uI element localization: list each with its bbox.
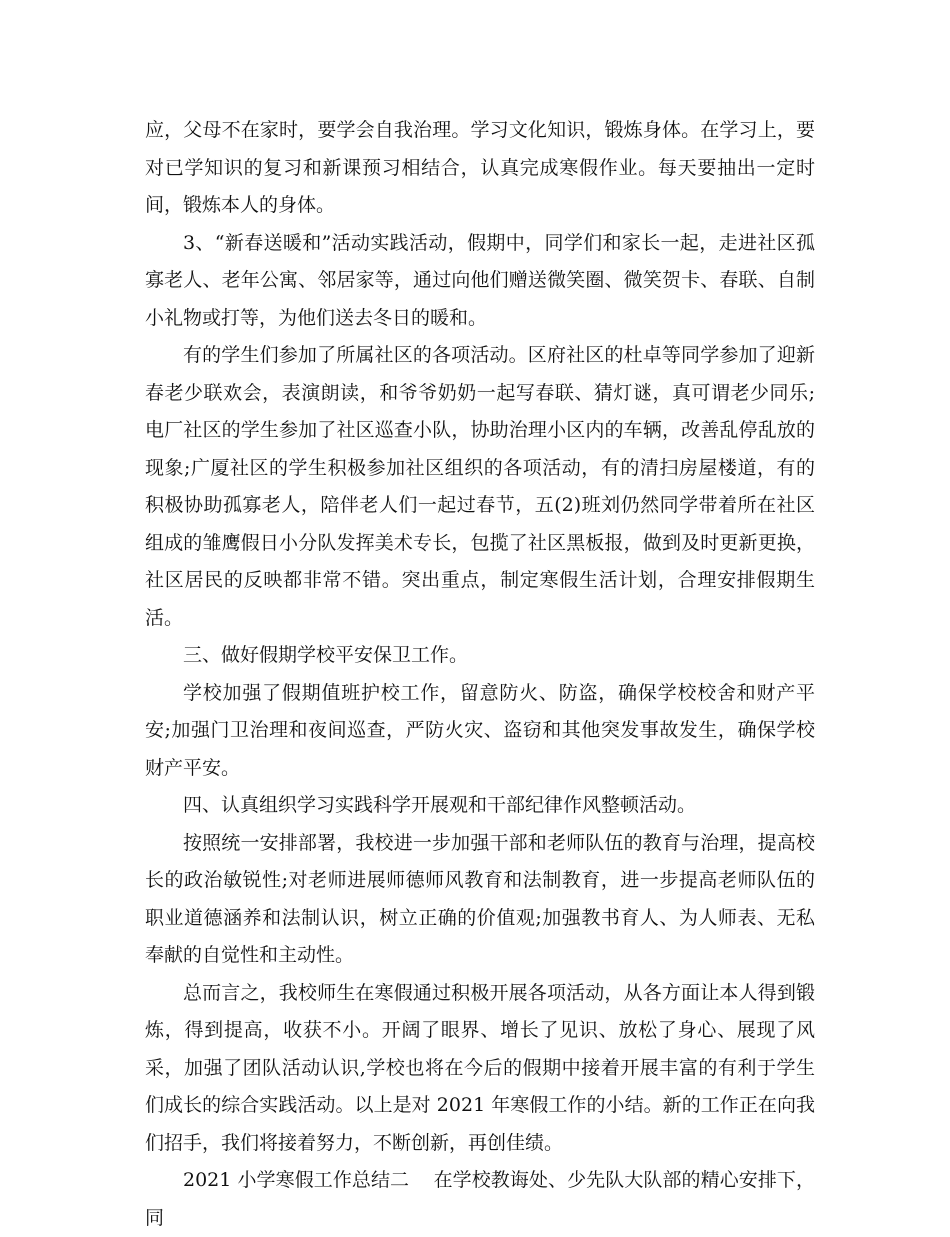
paragraph-safety: 学校加强了假期值班护校工作，留意防火、防盗，确保学校校舍和财产平安;加强门卫治理和夜间巡查，严防火灾、盗窃和其他突发事故发生，确保学校财产平安。: [145, 681, 815, 779]
paragraph-summary-two-start: 2021 小学寒假工作总结二 在学校教诲处、少先队大队部的精心安排下，同: [145, 1169, 815, 1229]
paragraph-study: 按照统一安排部署，我校进一步加强干部和老师队伍的教育与治理，提高校长的政治敏锐性;对老师进展师德师风教育和法制教育，进一步提高老师队伍的职业道德涵养和法制认识，树立正确的价值观;加强教书育人、为人师表、无私奉献的自觉性和主动性。: [145, 831, 815, 966]
paragraph-continuation: 应，父母不在家时，要学会自我治理。学习文化知识，锻炼身体。在学习上，要对已学知识的复习和新课预习相结合，认真完成寒假作业。每天要抽出一定时间，锻炼本人的身体。: [145, 119, 815, 216]
section-heading-safety: 三、做好假期学校平安保卫工作。: [183, 644, 469, 666]
document-body: [145, 112, 815, 1237]
paragraph-activity-3: 3、“新春送暖和”活动实践活动，假期中，同学们和家长一起，走进社区孤寡老人、老年公寓、邻居家等，通过向他们赠送微笑圈、微笑贺卡、春联、自制小礼物或打等，为他们送去冬日的暖和。: [145, 231, 815, 329]
paragraph-community-activities: 有的学生们参加了所属社区的各项活动。区府社区的杜卓等同学参加了迎新春老少联欢会，表演朗读，和爷爷奶奶一起写春联、猜灯谜，真可谓老少同乐;电厂社区的学生参加了社区巡查小队，协助治理小区内的车辆，改善乱停乱放的现象;广厦社区的学生积极参加社区组织的各项活动，有的清扫房屋楼道，有的积极协助孤寡老人，陪伴老人们一起过春节，五(2)班刘仍然同学带着所在社区组成的雏鹰假日小分队发挥美术专长，包揽了社区黑板报，做到及时更新更换，社区居民的反映都非常不错。突出重点，制定寒假生活计划，合理安排假期生活。: [145, 344, 815, 629]
paragraph-summary: 总而言之，我校师生在寒假通过积极开展各项活动，从各方面让本人得到锻炼，得到提高，收获不小。开阔了眼界、增长了见识、放松了身心、展现了风采，加强了团队活动认识,学校也将在今后的假期中接着开展丰富的有利于学生们成长的综合实践活动。以上是对 2021 年寒假工作的小结。新的工作正在向我们招手，我们将接着努力，不断创新，再创佳绩。: [145, 981, 815, 1154]
section-heading-study: 四、认真组织学习实践科学开展观和干部纪律作风整顿活动。: [183, 794, 697, 816]
